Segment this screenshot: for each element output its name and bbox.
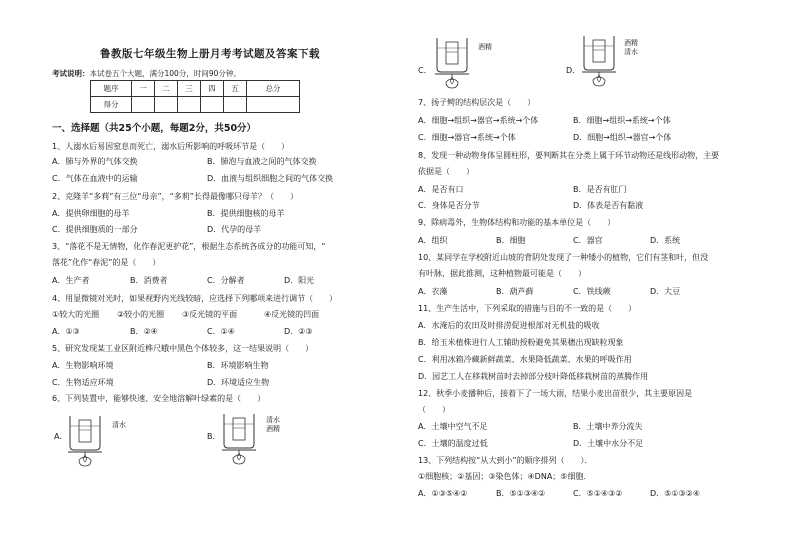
question-12-stem-cont: （ ） xyxy=(418,405,450,414)
question-4-item-3: ③反光镜的平面 xyxy=(182,310,238,319)
score-header-cell: 二 xyxy=(155,81,178,97)
question-11-option-d[interactable]: D．园艺工人在移栽树苗时去掉部分枝叶降低移栽树苗的蒸腾作用 xyxy=(418,372,649,381)
question-6-stem: 6、下列装置中，能够快速、安全地溶解叶绿素的是（ ） xyxy=(52,394,266,403)
question-8-option-c[interactable]: C．身体是否分节 xyxy=(418,201,480,210)
question-9-option-c[interactable]: C．器官 xyxy=(573,236,603,245)
score-cell[interactable] xyxy=(201,97,224,113)
question-4-option-c[interactable]: C．①④ xyxy=(207,327,235,336)
question-4-item-2: ②较小的光圈 xyxy=(117,310,165,319)
question-13-option-b[interactable]: B．⑤①③④② xyxy=(496,489,546,498)
question-5-option-a[interactable]: A．生物影响环境 xyxy=(52,361,114,370)
question-2-option-a[interactable]: A．提供卵细胞的母羊 xyxy=(52,209,130,218)
question-9-option-d[interactable]: D．系统 xyxy=(650,236,681,245)
section-heading-choice: 一、选择题（共25个小题，每题2分，共50分） xyxy=(52,123,257,134)
question-4-option-a[interactable]: A．①③ xyxy=(52,327,80,336)
question-7-option-b[interactable]: B．细胞→组织→系统→个体 xyxy=(573,116,671,125)
question-1-stem: 1、人溺水后易因窒息而死亡，溺水后所影响的呼吸环节是（ ） xyxy=(52,142,290,151)
question-1-option-b[interactable]: B．肺泡与血液之间的气体交换 xyxy=(207,157,317,166)
figure-d-beaker-diagram xyxy=(580,32,620,88)
question-7-option-d[interactable]: D．细胞→组织→器官→个体 xyxy=(573,133,672,142)
question-1-option-d[interactable]: D．血液与组织细胞之间的气体交换 xyxy=(207,174,334,183)
question-2-option-b[interactable]: B．提供细胞核的母羊 xyxy=(207,209,285,218)
question-13-stem-cont: ①细胞核；②基因；③染色体；④DNA；⑤细胞． xyxy=(418,472,592,481)
question-3-option-a[interactable]: A．生产者 xyxy=(52,276,90,285)
question-13-option-c[interactable]: C．⑤①④③② xyxy=(573,489,623,498)
exam-note xyxy=(52,69,241,78)
question-2-option-c[interactable]: C．提供细胞质的一部分 xyxy=(52,225,138,234)
question-6-option-c[interactable]: C． xyxy=(418,66,432,75)
question-12-option-c[interactable]: C．土壤的温度过低 xyxy=(418,439,488,448)
figure-c-beaker-diagram xyxy=(433,34,473,90)
figure-a-label-water: 清水 xyxy=(112,421,126,429)
question-6-option-b[interactable]: B． xyxy=(207,432,221,441)
score-header-cell: 题序 xyxy=(91,81,132,97)
question-5-option-d[interactable]: D．环境适应生物 xyxy=(207,378,270,387)
question-7-stem: 7、扬子鳄的结构层次是（ ） xyxy=(418,98,536,107)
figure-b-beaker-diagram xyxy=(220,410,260,466)
question-7-option-a[interactable]: A．细胞→组织→器官→系统→个体 xyxy=(418,116,539,125)
question-11-option-b[interactable]: B．给玉米植株进行人工辅助授粉避免其果穗出现缺粒现象 xyxy=(418,338,624,347)
score-cell[interactable] xyxy=(178,97,201,113)
question-7-option-c[interactable]: C．细胞→器官→系统→个体 xyxy=(418,133,516,142)
question-1-option-c[interactable]: C．气体在血液中的运输 xyxy=(52,174,138,183)
question-12-stem: 12、秋季小麦播种后，接着下了一场大雨，结果小麦出苗很少，其主要原因是 xyxy=(418,389,693,398)
question-10-stem: 10、某同学在学校附近山坡的背阴处发现了一种矮小的植物，它们有茎和叶，但没 xyxy=(418,253,709,262)
question-4-item-4: ④反光镜的凹面 xyxy=(264,310,320,319)
score-header-cell: 三 xyxy=(178,81,201,97)
question-3-stem: 3、“落花不是无情物，化作春泥更护花”，根据生态系统各成分的功能可知，“ xyxy=(52,242,326,251)
question-8-stem: 8、发现一种动物身体呈圆柱形，要判断其在分类上属于环节动物还是线形动物，主要 xyxy=(418,151,720,160)
question-2-stem: 2、克隆羊“多莉”有三位“母亲”，“多莉”长得最像哪只母羊？（ ） xyxy=(52,192,298,201)
question-11-stem: 11、生产生活中，下列采取的措施与目的不一致的是（ ） xyxy=(418,304,637,313)
question-12-option-b[interactable]: B．土壤中养分流失 xyxy=(573,422,643,431)
score-header-cell: 四 xyxy=(201,81,224,97)
figure-a-beaker-diagram xyxy=(66,412,106,468)
figure-b-label-alcohol: 酒精 xyxy=(266,425,280,433)
question-10-option-a[interactable]: A．衣藻 xyxy=(418,287,448,296)
question-10-stem-cont: 有叶脉，据此推测，这种植物最可能是（ ） xyxy=(418,269,586,278)
question-1-option-a[interactable]: A．肺与外界的气体交换 xyxy=(52,157,138,166)
score-row-label: 得分 xyxy=(91,97,132,113)
question-4-stem: 4、用显微镜对光时，如果视野内光线较暗，应选择下列哪项来进行调节（ ） xyxy=(52,294,338,303)
question-12-option-d[interactable]: D．土壤中水分不足 xyxy=(573,439,644,448)
score-table-value-row xyxy=(91,97,300,113)
question-9-option-a[interactable]: A．组织 xyxy=(418,236,448,245)
score-cell[interactable] xyxy=(155,97,178,113)
exam-note-text: 本试卷五个大题，满分100分，时间90分钟。 xyxy=(89,69,241,78)
score-cell[interactable] xyxy=(224,97,247,113)
question-10-option-d[interactable]: D．大豆 xyxy=(650,287,681,296)
question-11-option-a[interactable]: A．水淹后的农田及时排涝促进根部对无机盐的吸收 xyxy=(418,321,600,330)
question-5-stem: 5、研究发现某工业区附近桦尺蛾中黑色个体较多，这一结果说明（ ） xyxy=(52,344,314,353)
question-8-option-a[interactable]: A．是否有口 xyxy=(418,185,464,194)
score-cell[interactable] xyxy=(247,97,300,113)
question-3-option-c[interactable]: C．分解者 xyxy=(207,276,245,285)
question-9-stem: 9、除病毒外，生物体结构和功能的基本单位是（ ） xyxy=(418,218,616,227)
question-3-stem-cont: 落花”化作“春泥”的是（ ） xyxy=(52,258,161,267)
question-13-option-d[interactable]: D．⑤①③②④ xyxy=(650,489,701,498)
question-3-option-d[interactable]: D．阳光 xyxy=(284,276,315,285)
question-2-option-d[interactable]: D．代孕的母羊 xyxy=(207,225,262,234)
score-header-cell: 五 xyxy=(224,81,247,97)
question-8-option-b[interactable]: B．是否有肛门 xyxy=(573,185,627,194)
score-header-cell: 一 xyxy=(132,81,155,97)
question-5-option-c[interactable]: C．生物适应环境 xyxy=(52,378,114,387)
figure-b-label-water: 清水 xyxy=(266,416,280,424)
question-4-item-1: ①较大的光圈 xyxy=(52,310,100,319)
question-3-option-b[interactable]: B．消费者 xyxy=(130,276,168,285)
question-13-stem: 13、下列结构按“从大到小”的顺序排列（ ）． xyxy=(418,456,593,465)
question-8-option-d[interactable]: D．体表是否有黏液 xyxy=(573,201,644,210)
question-9-option-b[interactable]: B．细胞 xyxy=(496,236,526,245)
question-6-option-d[interactable]: D． xyxy=(566,66,581,75)
question-6-option-a[interactable]: A． xyxy=(54,432,68,441)
question-12-option-a[interactable]: A．土壤中空气不足 xyxy=(418,422,488,431)
page-title: 鲁教版七年级生物上册月考考试题及答案下载 xyxy=(100,48,320,60)
question-4-option-b[interactable]: B．②④ xyxy=(130,327,158,336)
score-cell[interactable] xyxy=(132,97,155,113)
figure-c-label-alcohol: 酒精 xyxy=(478,43,492,51)
question-4-option-d[interactable]: D．②③ xyxy=(284,327,313,336)
score-table-header-row xyxy=(91,81,300,97)
figure-d-label-water: 清水 xyxy=(624,48,638,56)
question-10-option-c[interactable]: C．铁线蕨 xyxy=(573,287,611,296)
question-13-option-a[interactable]: A．①③⑤④② xyxy=(418,489,468,498)
figure-d-label-alcohol: 酒精 xyxy=(624,39,638,47)
score-header-cell: 总分 xyxy=(247,81,300,97)
score-table xyxy=(90,80,300,113)
question-11-option-c[interactable]: C．利用冰箱冷藏新鲜蔬菜、水果降低蔬菜、水果的呼吸作用 xyxy=(418,355,632,364)
exam-note-label: 考试说明： xyxy=(52,69,90,78)
question-5-option-b[interactable]: B．环境影响生物 xyxy=(207,361,269,370)
question-8-stem-cont: 依据是（ ） xyxy=(418,167,474,176)
question-10-option-b[interactable]: B．葫芦藓 xyxy=(496,287,534,296)
